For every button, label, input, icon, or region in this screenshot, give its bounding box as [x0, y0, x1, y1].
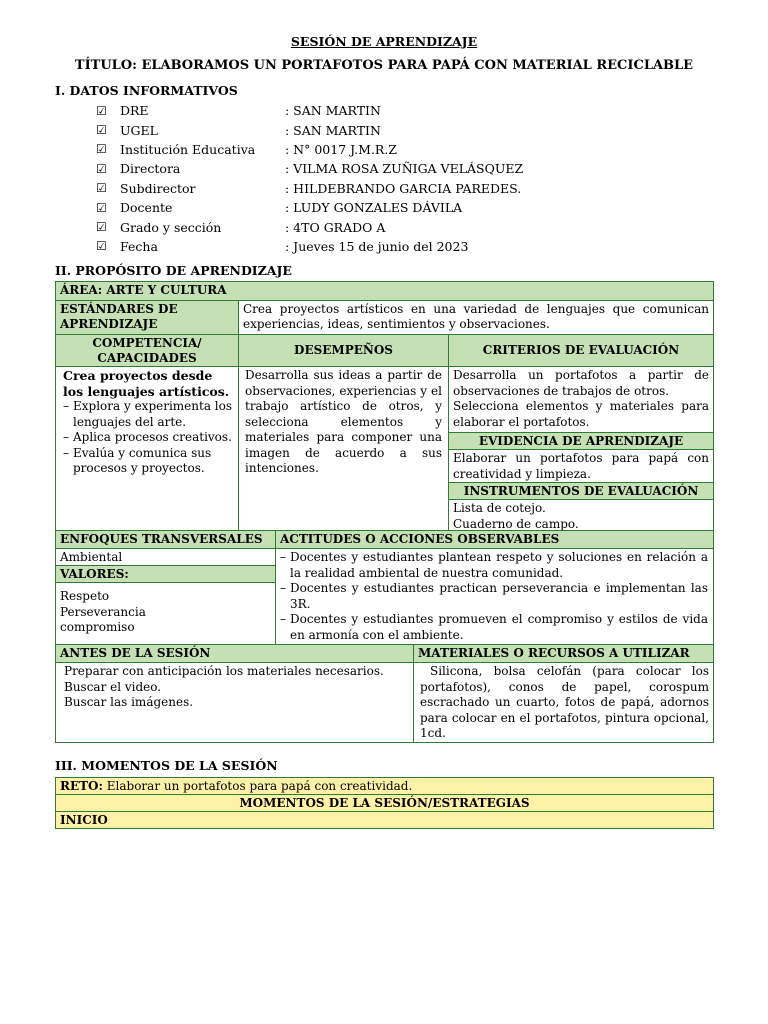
info-row [96, 140, 716, 159]
info-value: : HILDEBRANDO GARCIA PAREDES. [285, 180, 522, 196]
checkbox-icon: ☑ [96, 200, 107, 215]
info-row [96, 101, 716, 120]
section-heading-momentos: III. MOMENTOS DE LA SESIÓN [55, 758, 278, 773]
actitudes-cell [275, 548, 714, 645]
info-value: : VILMA ROSA ZUÑIGA VELÁSQUEZ [285, 161, 524, 177]
materiales-text: Silicona, bolsa celofán (para colocar los portafotos), conos de papel, corospum escrachado un cuarto, fotos de papá, adornos para colocar en el portafotos, pintura opcional, 1cd. [413, 662, 714, 743]
info-value: : LUDY GONZALES DÁVILA [285, 200, 463, 216]
info-value: : 4TO GRADO A [285, 219, 386, 235]
info-value: : Jueves 15 de junio del 2023 [285, 238, 469, 254]
actitud-item: – Docentes y estudiantes practican perseverancia e implementan las 3R. [280, 581, 708, 612]
info-row [96, 237, 716, 256]
capacidad-item: – Aplica procesos creativos. [63, 430, 234, 446]
info-label: Grado y sección [120, 219, 222, 235]
section-heading-datos: I. DATOS INFORMATIVOS [55, 83, 238, 98]
reto-text: Elaborar un portafotos para papá con creatividad. [106, 779, 413, 793]
info-label: UGEL [120, 122, 158, 138]
instrumento-item: Lista de cotejo. [453, 501, 546, 515]
antes-item: Buscar las imágenes. [64, 695, 194, 709]
valor-item: Perseverancia [60, 604, 146, 619]
info-label: Directora [120, 161, 181, 177]
inicio-label: INICIO [55, 811, 714, 829]
info-row [96, 179, 716, 198]
antes-label: ANTES DE LA SESIÓN [55, 644, 414, 663]
valores-cell [55, 582, 276, 645]
checkbox-icon: ☑ [96, 123, 107, 138]
header-criterios: CRITERIOS DE EVALUACIÓN [448, 334, 714, 367]
session-title: SESIÓN DE APRENDIZAJE [290, 34, 478, 49]
actitudes-list [280, 550, 708, 643]
reto-cell [55, 777, 714, 795]
checkbox-icon: ☑ [96, 142, 107, 157]
actitudes-label: ACTITUDES O ACCIONES OBSERVABLES [275, 530, 714, 549]
document-title: TÍTULO: ELABORAMOS UN PORTAFOTOS PARA PAPÁ CON MATERIAL RECICLABLE [74, 58, 694, 73]
antes-item: Buscar el video. [64, 679, 162, 694]
instrumentos-label: INSTRUMENTOS DE EVALUACIÓN [448, 482, 714, 500]
materiales-label: MATERIALES O RECURSOS A UTILIZAR [413, 644, 714, 663]
header-competencia: COMPETENCIA/ CAPACIDADES [55, 334, 239, 367]
capacidad-item: – Explora y experimenta los lenguajes del arte. [63, 399, 234, 430]
enfoques-label: ENFOQUES TRANSVERSALES [55, 530, 276, 549]
antes-item: Preparar con anticipación los materiales necesarios. [64, 664, 384, 678]
instrumento-item: Cuaderno de campo. [453, 516, 579, 531]
antes-cell [55, 662, 414, 743]
actitud-item: – Docentes y estudiantes promueven el compromiso y estilos de vida en armonía con el ambiente. [280, 612, 708, 643]
checkbox-icon: ☑ [96, 220, 107, 235]
criterios-cell [448, 366, 714, 433]
valores-label: VALORES: [55, 565, 276, 583]
info-label: Docente [120, 200, 173, 216]
evidencia-text: Elaborar un portafotos para papá con creatividad y limpieza. [448, 449, 714, 483]
section-heading-proposito: II. PROPÓSITO DE APRENDIZAJE [55, 263, 292, 278]
reto-label: RETO: [60, 779, 103, 793]
desempeno-cell: Desarrolla sus ideas a partir de observaciones, experiencias y el trabajo artístico de otros, y selecciona elementos y materiales para componer una imagen de acuerdo a sus intenciones. [238, 366, 449, 531]
capacidades-list [63, 399, 234, 477]
checkbox-icon: ☑ [96, 161, 107, 176]
criterio-item: Desarrolla un portafotos a partir de observaciones de trabajos de otros. [453, 368, 709, 398]
header-desempenos: DESEMPEÑOS [238, 334, 449, 367]
criterio-item: Selecciona elementos y materiales para elaborar el portafotos. [453, 399, 709, 429]
competencia-cell [55, 366, 239, 531]
standards-text: Crea proyectos artísticos en una variedad de lenguajes que comunican experiencias, ideas, sentimientos y observaciones. [238, 300, 714, 335]
info-value: : N° 0017 J.M.R.Z [285, 141, 397, 157]
checkbox-icon: ☑ [96, 181, 107, 196]
actitud-item: – Docentes y estudiantes plantean respeto y soluciones en relación a la realidad ambiental de nuestra comunidad. [280, 550, 708, 581]
info-label: Institución Educativa [120, 141, 256, 157]
enfoque-value: Ambiental [55, 548, 276, 566]
info-row [96, 217, 716, 236]
checkbox-icon: ☑ [96, 239, 107, 254]
info-value: : SAN MARTIN [285, 122, 381, 138]
info-label: DRE [120, 103, 149, 119]
competencia-title: Crea proyectos desde los lenguajes artísticos. [63, 368, 230, 399]
checkbox-icon: ☑ [96, 103, 107, 118]
info-label: Fecha [120, 238, 158, 254]
momentos-label: MOMENTOS DE LA SESIÓN/ESTRATEGIAS [55, 794, 714, 812]
area-cell: ÁREA: ARTE Y CULTURA [55, 281, 714, 301]
standards-label: ESTÁNDARES DE APRENDIZAJE [55, 300, 239, 335]
evidencia-label: EVIDENCIA DE APRENDIZAJE [448, 432, 714, 450]
instrumentos-cell [448, 499, 714, 531]
info-row [96, 120, 716, 139]
info-label: Subdirector [120, 180, 196, 196]
info-row [96, 159, 716, 178]
valor-item: compromiso [60, 620, 135, 634]
valor-item: Respeto [60, 589, 110, 603]
capacidad-item: – Evalúa y comunica sus procesos y proyectos. [63, 446, 234, 477]
info-list [96, 101, 716, 256]
info-row [96, 198, 716, 217]
info-value: : SAN MARTIN [285, 103, 381, 119]
